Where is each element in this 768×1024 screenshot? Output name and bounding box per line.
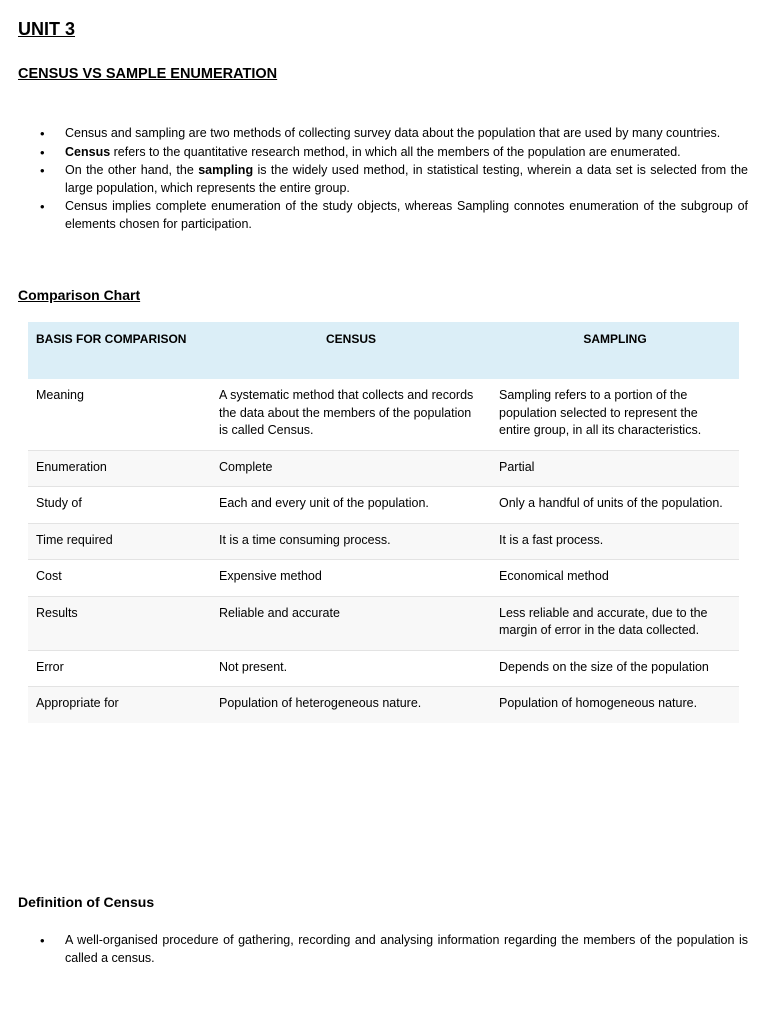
bullet-bold-term: Census — [65, 144, 111, 159]
cell-sampling: Partial — [491, 450, 739, 487]
table-row — [28, 560, 739, 597]
cell-census: Each and every unit of the population. — [211, 487, 491, 524]
cell-census: Complete — [211, 450, 491, 487]
definition-title: Definition of Census — [18, 894, 155, 910]
table-row — [28, 487, 739, 524]
cell-census: Expensive method — [211, 560, 491, 597]
bullet-text: refers to the quantitative research method, in which all the members of the population are enumerated. — [110, 144, 681, 159]
unit-title: UNIT 3 — [18, 19, 76, 39]
cell-census: Population of heterogeneous nature. — [211, 687, 491, 723]
cell-basis: Cost — [28, 560, 211, 597]
cell-sampling: Population of homogeneous nature. — [491, 687, 739, 723]
bullet-text: Census and sampling are two methods of collecting survey data about the population that are used by many countries. — [65, 126, 721, 140]
bullet-text: is the widely used method, in statistical testing, wherein a data set is selected from the large population, which represents the entire group. — [65, 163, 748, 195]
cell-sampling: It is a fast process. — [491, 523, 739, 560]
table-row — [28, 450, 739, 487]
table-row — [28, 687, 739, 723]
comparison-table — [28, 322, 739, 723]
bullet-text: On the other hand, the — [65, 163, 199, 177]
section-title: CENSUS VS SAMPLE ENUMERATION — [18, 66, 278, 82]
header-census: CENSUS — [211, 322, 491, 379]
table-row — [28, 379, 739, 450]
bullet-text: Census implies complete enumeration of the study objects, whereas Sampling connotes enumeration of the subgroup of elements chosen for participation. — [65, 199, 748, 231]
table-row — [28, 596, 739, 650]
cell-sampling: Economical method — [491, 560, 739, 597]
header-basis: BASIS FOR COMPARISON — [28, 322, 211, 379]
cell-sampling: Less reliable and accurate, due to the margin of error in the data collected. — [491, 596, 739, 650]
bullet-bold-term: sampling — [198, 163, 254, 177]
table-row — [28, 523, 739, 560]
table-row — [28, 650, 739, 687]
cell-basis: Results — [28, 596, 211, 650]
cell-sampling: Sampling refers to a portion of the population selected to represent the entire group, in all its characteristics. — [491, 379, 739, 450]
cell-basis: Study of — [28, 487, 211, 524]
intro-bullet-item — [0, 144, 748, 162]
intro-bullet-item — [0, 162, 748, 197]
definition-bullet-item: • A well-organised procedure of gathering, recording and analysing information regarding the members of the population is called a census. — [0, 932, 748, 967]
intro-bullet-list — [0, 125, 748, 234]
table-header-row — [28, 322, 739, 379]
intro-bullet-item — [0, 198, 748, 233]
cell-basis: Meaning — [28, 379, 211, 450]
definition-bullet-list — [0, 932, 748, 968]
cell-basis: Appropriate for — [28, 687, 211, 723]
cell-census: Not present. — [211, 650, 491, 687]
cell-census: A systematic method that collects and records the data about the members of the population is called Census. — [211, 379, 491, 450]
cell-census: It is a time consuming process. — [211, 523, 491, 560]
cell-sampling: Depends on the size of the population — [491, 650, 739, 687]
cell-basis: Enumeration — [28, 450, 211, 487]
comparison-chart-title: Comparison Chart — [18, 287, 141, 303]
cell-basis: Error — [28, 650, 211, 687]
header-sampling: SAMPLING — [491, 322, 739, 379]
intro-bullet-item — [0, 125, 748, 143]
cell-census: Reliable and accurate — [211, 596, 491, 650]
comparison-table-body — [28, 379, 739, 723]
cell-basis: Time required — [28, 523, 211, 560]
cell-sampling: Only a handful of units of the population. — [491, 487, 739, 524]
